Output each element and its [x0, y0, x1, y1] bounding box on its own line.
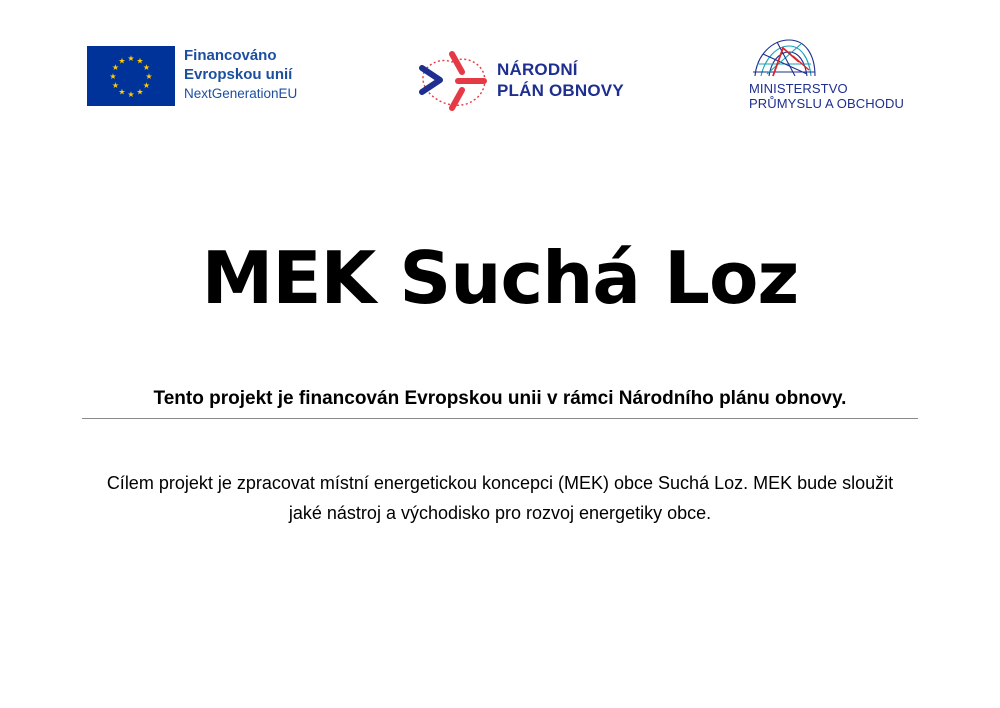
project-description: Cílem projekt je zpracovat místní energetickou koncepci (MEK) obce Suchá Loz. MEK bude sloužit jaké nástroj a východisko pro rozvoj energetiky obce. [106, 473, 894, 523]
svg-text:★: ★ [127, 54, 135, 63]
svg-text:★: ★ [136, 56, 144, 66]
ministry-globe-icon [749, 36, 819, 80]
svg-text:★: ★ [127, 90, 135, 99]
svg-text:★: ★ [142, 81, 151, 90]
ministry-logo-line-1: MINISTERSTVO [749, 81, 848, 96]
project-title: MEK Suchá Loz [201, 236, 799, 320]
funding-statement: Tento projekt je financován Evropskou unii v rámci Národního plánu obnovy. [153, 388, 847, 409]
eu-flag-icon [87, 46, 175, 106]
npo-logo [418, 50, 638, 112]
svg-text:★: ★ [111, 63, 120, 72]
eu-logo-line-2: Evropskou unií [184, 66, 293, 83]
svg-text:★: ★ [118, 87, 126, 97]
npo-logo-line-2: PLÁN OBNOVY [497, 81, 624, 100]
ministry-logo-line-2: PRŮMYSLU A OBCHODU [749, 96, 904, 111]
svg-text:★: ★ [109, 72, 117, 81]
divider [82, 418, 918, 419]
svg-text:★: ★ [142, 63, 151, 72]
svg-text:★: ★ [136, 87, 144, 97]
svg-text:★: ★ [118, 56, 126, 66]
eu-logo-line-3: NextGenerationEU [184, 86, 298, 101]
ministry-logo [745, 36, 915, 116]
npo-logo-line-1: NÁRODNÍ [497, 60, 578, 79]
svg-text:★: ★ [111, 81, 120, 90]
eu-funding-logo [87, 46, 327, 106]
eu-logo-line-1: Financováno [184, 47, 277, 64]
npo-mark-icon [418, 50, 490, 112]
svg-text:★: ★ [145, 72, 153, 81]
